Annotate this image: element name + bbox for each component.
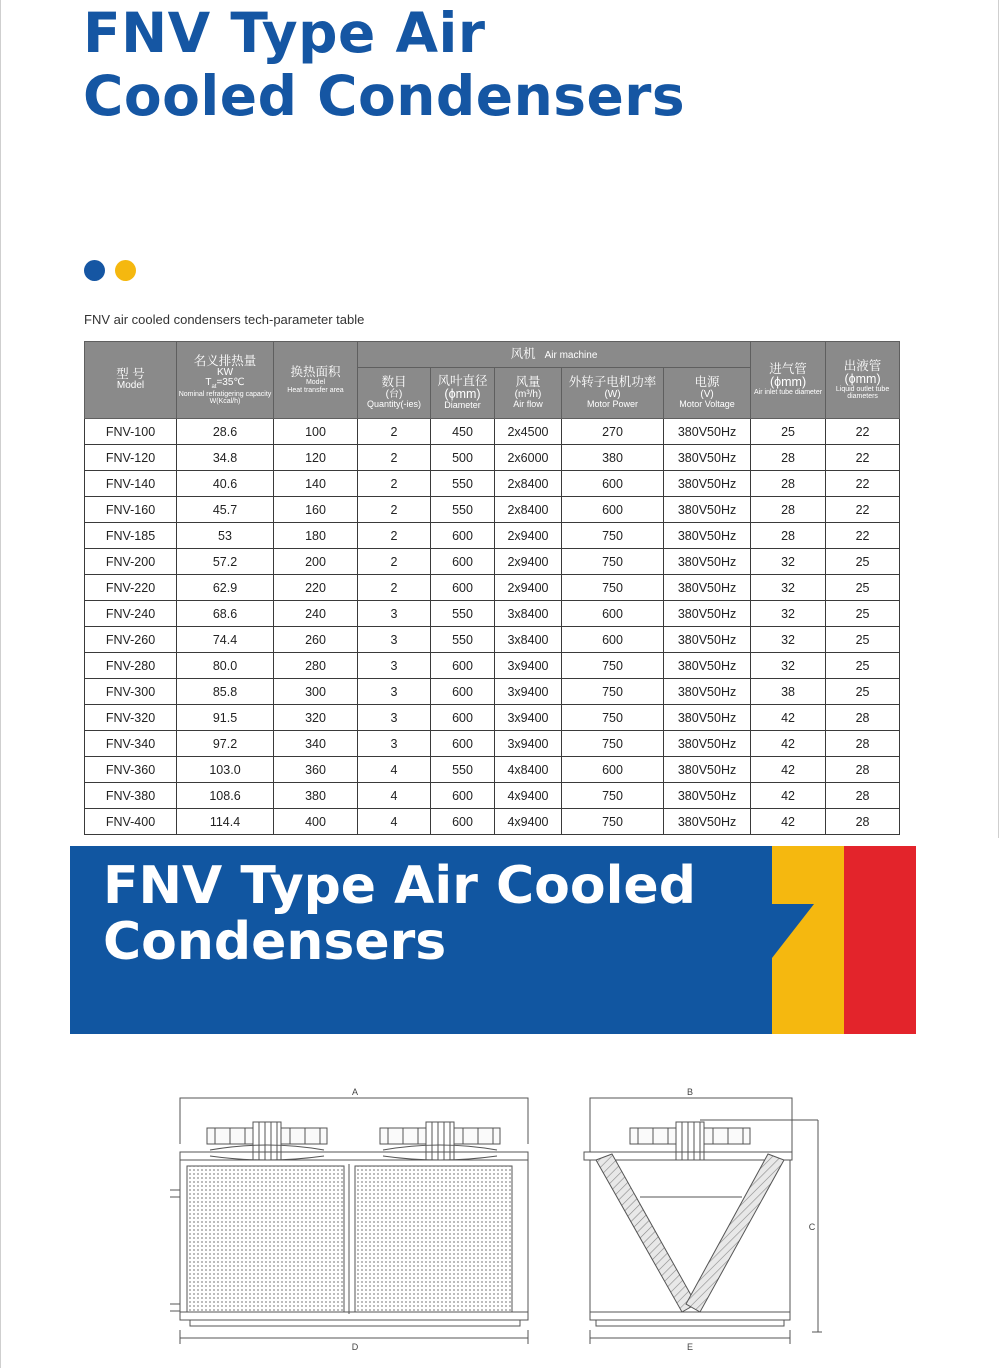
table-cell: 4x8400 — [495, 757, 562, 783]
table-cell: 25 — [826, 627, 900, 653]
table-cell: 3x9400 — [495, 653, 562, 679]
table-cell: FNV-340 — [85, 731, 177, 757]
table-cell: FNV-185 — [85, 523, 177, 549]
table-cell: 380V50Hz — [664, 757, 751, 783]
table-cell: 103.0 — [177, 757, 274, 783]
table-cell: 380V50Hz — [664, 705, 751, 731]
table-cell: 2x4500 — [495, 419, 562, 445]
table-cell: 42 — [751, 705, 826, 731]
table-cell: 3x9400 — [495, 705, 562, 731]
table-cell: FNV-360 — [85, 757, 177, 783]
table-cell: 3 — [358, 627, 431, 653]
dimension-label-d: D — [351, 1342, 359, 1352]
table-cell: 600 — [431, 653, 495, 679]
banner-title — [103, 858, 696, 970]
table-cell: 600 — [431, 705, 495, 731]
table-cell: FNV-160 — [85, 497, 177, 523]
table-cell: 108.6 — [177, 783, 274, 809]
table-cell: 25 — [826, 653, 900, 679]
table-cell: 32 — [751, 653, 826, 679]
table-cell: 380V50Hz — [664, 679, 751, 705]
table-cell: 25 — [826, 549, 900, 575]
table-cell: 600 — [431, 523, 495, 549]
table-cell: 22 — [826, 419, 900, 445]
table-cell: 34.8 — [177, 445, 274, 471]
table-cell: 380 — [562, 445, 664, 471]
table-cell: 32 — [751, 627, 826, 653]
header-quantity: 数目 (台) Quantity(-ies) — [358, 368, 431, 419]
table-cell: 3x8400 — [495, 627, 562, 653]
table-cell: 380V50Hz — [664, 653, 751, 679]
header-motor-voltage: 电源 (V) Motor Voltage — [664, 368, 751, 419]
table-cell: 260 — [274, 627, 358, 653]
table-row — [85, 653, 900, 679]
fan-icon-side — [630, 1122, 750, 1160]
table-cell: 28 — [751, 523, 826, 549]
table-cell: 91.5 — [177, 705, 274, 731]
table-cell: 25 — [826, 601, 900, 627]
table-cell: 80.0 — [177, 653, 274, 679]
table-cell: 57.2 — [177, 549, 274, 575]
header-outlet-tube: 出液管 (ϕmm) Liquid outlet tube diameters — [826, 342, 900, 419]
table-cell: 28 — [826, 705, 900, 731]
table-caption: FNV air cooled condensers tech-parameter table — [84, 312, 365, 327]
table-cell: 2x6000 — [495, 445, 562, 471]
table-cell: 85.8 — [177, 679, 274, 705]
side-view-drawing — [584, 1098, 822, 1344]
table-row — [85, 497, 900, 523]
fan-icon-right — [380, 1122, 500, 1160]
page-edge-right — [998, 0, 999, 838]
table-cell: FNV-200 — [85, 549, 177, 575]
table-cell: 600 — [562, 471, 664, 497]
table-row — [85, 471, 900, 497]
table-cell: 38 — [751, 679, 826, 705]
fan-icon-left — [207, 1122, 327, 1160]
table-cell: 22 — [826, 445, 900, 471]
header-heat-transfer-area: 换热面积 Model Heat transfer area — [274, 342, 358, 419]
table-cell: 4 — [358, 757, 431, 783]
dimension-label-b: B — [686, 1087, 694, 1097]
header-motor-power: 外转子电机功率 (W) Motor Power — [562, 368, 664, 419]
table-cell: FNV-280 — [85, 653, 177, 679]
table-cell: 180 — [274, 523, 358, 549]
table-cell: FNV-240 — [85, 601, 177, 627]
table-cell: 28 — [751, 471, 826, 497]
table-cell: 4 — [358, 783, 431, 809]
table-cell: 3 — [358, 679, 431, 705]
table-cell: 380V50Hz — [664, 731, 751, 757]
table-cell: 2x8400 — [495, 497, 562, 523]
table-cell: 42 — [751, 783, 826, 809]
table-cell: 42 — [751, 757, 826, 783]
table-cell: 3x9400 — [495, 679, 562, 705]
table-cell: 750 — [562, 575, 664, 601]
table-cell: 600 — [431, 809, 495, 835]
table-cell: 100 — [274, 419, 358, 445]
table-cell: FNV-100 — [85, 419, 177, 445]
table-cell: 53 — [177, 523, 274, 549]
table-cell: 2 — [358, 523, 431, 549]
table-row — [85, 549, 900, 575]
table-cell: 400 — [274, 809, 358, 835]
table-cell: 4 — [358, 809, 431, 835]
table-cell: 28 — [751, 497, 826, 523]
header-diameter: 风叶直径 (ϕmm) Diameter — [431, 368, 495, 419]
table-cell: 550 — [431, 627, 495, 653]
table-row — [85, 809, 900, 835]
table-cell: 3 — [358, 653, 431, 679]
table-cell: 114.4 — [177, 809, 274, 835]
table-cell: 600 — [562, 627, 664, 653]
table-cell: 380V50Hz — [664, 601, 751, 627]
table-cell: FNV-380 — [85, 783, 177, 809]
yellow-dot-icon — [115, 260, 136, 281]
table-cell: 4x9400 — [495, 809, 562, 835]
table-cell: 22 — [826, 523, 900, 549]
table-cell: 62.9 — [177, 575, 274, 601]
header-model: 型 号 Model — [85, 342, 177, 419]
table-cell: 750 — [562, 653, 664, 679]
table-cell: 2 — [358, 471, 431, 497]
table-cell: 380V50Hz — [664, 497, 751, 523]
table-cell: 68.6 — [177, 601, 274, 627]
table-row — [85, 575, 900, 601]
tech-parameter-table — [84, 341, 900, 835]
table-row — [85, 705, 900, 731]
table-cell: 2 — [358, 419, 431, 445]
table-cell: 2 — [358, 575, 431, 601]
table-cell: 340 — [274, 731, 358, 757]
table-cell: 3 — [358, 731, 431, 757]
table-cell: 28.6 — [177, 419, 274, 445]
table-row — [85, 523, 900, 549]
table-cell: 600 — [431, 575, 495, 601]
table-row — [85, 419, 900, 445]
table-cell: 28 — [826, 757, 900, 783]
table-cell: 500 — [431, 445, 495, 471]
condenser-technical-drawing — [0, 1080, 1000, 1368]
table-cell: 380 — [274, 783, 358, 809]
table-cell: 600 — [431, 783, 495, 809]
table-cell: 600 — [562, 497, 664, 523]
table-cell: 550 — [431, 471, 495, 497]
table-cell: 600 — [562, 757, 664, 783]
dimension-label-a: A — [351, 1087, 359, 1097]
table-cell: 300 — [274, 679, 358, 705]
table-cell: 22 — [826, 471, 900, 497]
table-cell: 3x8400 — [495, 601, 562, 627]
table-cell: 2x9400 — [495, 575, 562, 601]
page-title-line1: FNV Type Air — [83, 1, 486, 65]
table-cell: 200 — [274, 549, 358, 575]
table-cell: 25 — [826, 679, 900, 705]
table-cell: 750 — [562, 783, 664, 809]
table-cell: 4x9400 — [495, 783, 562, 809]
table-cell: 25 — [826, 575, 900, 601]
table-cell: 28 — [826, 731, 900, 757]
table-cell: 2x9400 — [495, 523, 562, 549]
table-cell: 32 — [751, 575, 826, 601]
banner-title-line1: FNV Type Air Cooled — [103, 856, 696, 916]
table-cell: 600 — [431, 549, 495, 575]
table-cell: 280 — [274, 653, 358, 679]
table-cell: 380V50Hz — [664, 471, 751, 497]
table-cell: 32 — [751, 601, 826, 627]
table-cell: 220 — [274, 575, 358, 601]
table-row — [85, 731, 900, 757]
table-cell: 380V50Hz — [664, 419, 751, 445]
table-cell: 140 — [274, 471, 358, 497]
table-cell: 750 — [562, 523, 664, 549]
table-cell: 28 — [826, 809, 900, 835]
table-cell: 42 — [751, 731, 826, 757]
table-cell: FNV-140 — [85, 471, 177, 497]
table-cell: 28 — [826, 783, 900, 809]
table-cell: 450 — [431, 419, 495, 445]
table-cell: 380V50Hz — [664, 523, 751, 549]
table-cell: 160 — [274, 497, 358, 523]
table-cell: 2 — [358, 497, 431, 523]
table-cell: 25 — [751, 419, 826, 445]
table-cell: 97.2 — [177, 731, 274, 757]
table-cell: 360 — [274, 757, 358, 783]
table-cell: 600 — [562, 601, 664, 627]
table-cell: 750 — [562, 679, 664, 705]
table-cell: 2x9400 — [495, 549, 562, 575]
table-cell: 270 — [562, 419, 664, 445]
table-cell: 380V50Hz — [664, 783, 751, 809]
table-cell: 2 — [358, 549, 431, 575]
table-cell: 28 — [751, 445, 826, 471]
header-airflow: 风量 (m³/h) Air flow — [495, 368, 562, 419]
table-row — [85, 445, 900, 471]
header-capacity: 名义排热量 KW $T_{at}=35℃$ Nominal refratigering capacity W(Kcal/h) — [177, 342, 274, 419]
table-cell: 3 — [358, 601, 431, 627]
section-banner — [70, 846, 916, 1034]
dimension-label-e: E — [686, 1342, 694, 1352]
table-cell: 750 — [562, 809, 664, 835]
table-cell: FNV-260 — [85, 627, 177, 653]
table-row — [85, 601, 900, 627]
table-cell: 550 — [431, 601, 495, 627]
header-air-machine: 风机 Air machine — [358, 342, 751, 368]
page-title-line2: Cooled Condensers — [83, 64, 686, 128]
table-cell: 240 — [274, 601, 358, 627]
table-body — [85, 419, 900, 835]
table-cell: 380V50Hz — [664, 575, 751, 601]
table-cell: 3x9400 — [495, 731, 562, 757]
table-cell: 380V50Hz — [664, 809, 751, 835]
table-cell: 380V50Hz — [664, 445, 751, 471]
table-cell: 600 — [431, 679, 495, 705]
table-row — [85, 679, 900, 705]
table-row — [85, 627, 900, 653]
table-cell: 3 — [358, 705, 431, 731]
front-view-drawing — [170, 1098, 528, 1344]
table-cell: 32 — [751, 549, 826, 575]
dimension-label-c: C — [808, 1222, 816, 1232]
table-cell: 550 — [431, 497, 495, 523]
table-row — [85, 783, 900, 809]
banner-title-line2: Condensers — [103, 912, 447, 972]
table-cell: 45.7 — [177, 497, 274, 523]
table-cell: 550 — [431, 757, 495, 783]
table-cell: FNV-320 — [85, 705, 177, 731]
table-cell: 380V50Hz — [664, 549, 751, 575]
header-inlet-tube: 进气管 (ϕmm) Air inlet tube diameter — [751, 342, 826, 419]
table-row — [85, 757, 900, 783]
table-cell: 120 — [274, 445, 358, 471]
table-cell: 750 — [562, 549, 664, 575]
table-cell: 320 — [274, 705, 358, 731]
table-cell: FNV-300 — [85, 679, 177, 705]
table-cell: 2 — [358, 445, 431, 471]
page-title — [83, 2, 685, 128]
table-cell: FNV-120 — [85, 445, 177, 471]
blue-dot-icon — [84, 260, 105, 281]
table-cell: 600 — [431, 731, 495, 757]
table-cell: 42 — [751, 809, 826, 835]
table-cell: 750 — [562, 705, 664, 731]
table-cell: 22 — [826, 497, 900, 523]
table-cell: 380V50Hz — [664, 627, 751, 653]
table-cell: 40.6 — [177, 471, 274, 497]
table-cell: 2x8400 — [495, 471, 562, 497]
table-cell: FNV-400 — [85, 809, 177, 835]
table-cell: FNV-220 — [85, 575, 177, 601]
table-cell: 74.4 — [177, 627, 274, 653]
table-cell: 750 — [562, 731, 664, 757]
